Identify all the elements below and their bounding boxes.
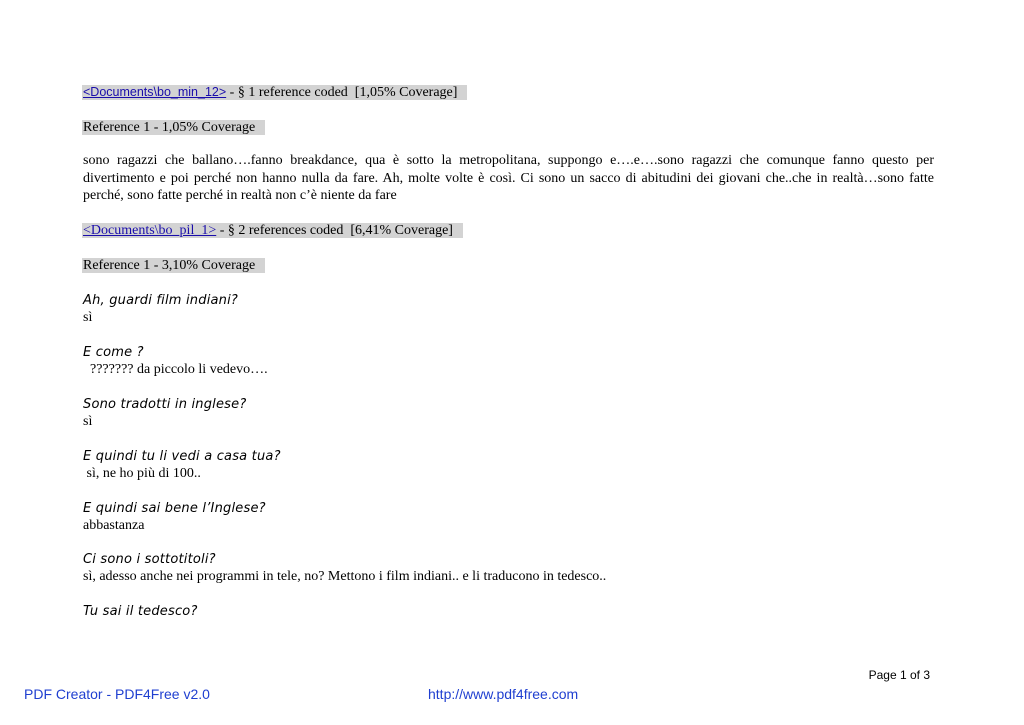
answer: abbastanza (83, 518, 145, 533)
answer: sì, adesso anche nei programmi in tele, no? Mettono i film indiani.. e li traducono in tedesco.. (83, 569, 607, 584)
question: Ah, guardi film indiani? (83, 293, 239, 308)
answer: sì (83, 414, 93, 429)
doc2-link[interactable]: <Documents\bo_pil_1> (83, 223, 217, 238)
doc1-paragraph: sono ragazzi che ballano….fanno breakdance, qua è sotto la metropolitana, suppongo e….e….sono ragazzi che comunque fanno questo per divertimento e poi perché non hanno nulla da fare. Ah, molte volte è così. Ci sono un sacco di abitudini dei giovani che..che in realtà…sono fatte perché, sono fatte perché in realtà non c’è niente da fare (83, 153, 934, 203)
doc2-header-text: - § 2 references coded [6,41% Coverage] (216, 223, 453, 238)
question: E come ? (83, 345, 144, 360)
doc2-reference-header (83, 257, 265, 274)
question: E quindi tu li vedi a casa tua? (83, 449, 281, 464)
page-number: Page 1 of 3 (868, 668, 930, 682)
pdf4free-link[interactable]: http://www.pdf4free.com (428, 686, 579, 702)
question: E quindi sai bene l’Inglese? (83, 501, 266, 516)
doc1-header (83, 84, 467, 101)
answer: sì, ne ho più di 100.. (83, 466, 201, 481)
question: Tu sai il tedesco? (83, 604, 198, 619)
doc2-reference-label: Reference 1 - 3,10% Coverage (82, 258, 265, 273)
doc1-reference-label: Reference 1 - 1,05% Coverage (82, 120, 265, 135)
doc2-header (83, 222, 463, 239)
pdf-creator-label: PDF Creator - PDF4Free v2.0 (24, 686, 210, 702)
question: Ci sono i sottotitoli? (83, 552, 216, 567)
doc1-reference-header (83, 119, 265, 136)
doc1-header-text: - § 1 reference coded [1,05% Coverage] (226, 85, 458, 100)
answer: ??????? da piccolo li vedevo…. (83, 362, 268, 377)
answer: sì (83, 310, 93, 325)
question: Sono tradotti in inglese? (83, 397, 247, 412)
doc1-link[interactable]: <Documents\bo_min_12> (83, 85, 227, 99)
